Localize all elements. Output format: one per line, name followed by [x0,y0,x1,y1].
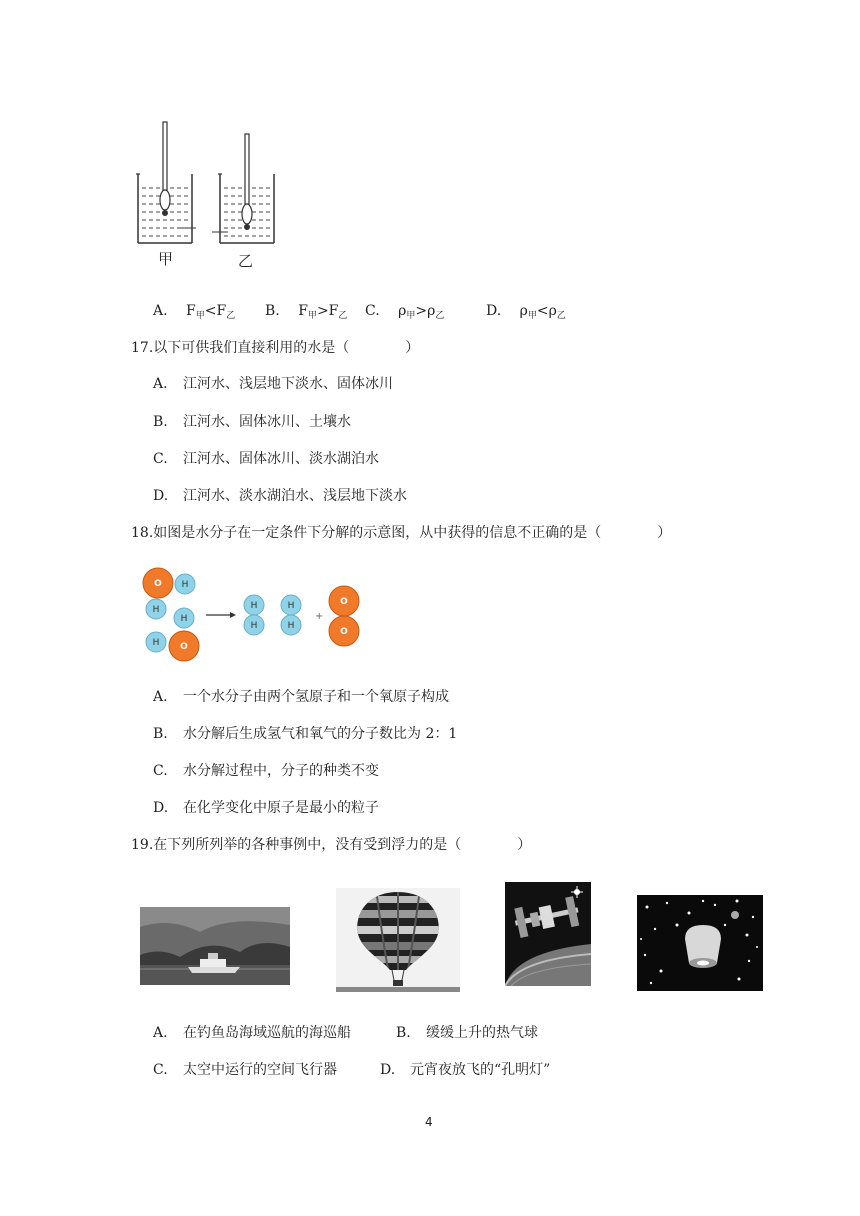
q17-option-b[interactable]: B. 江河水、固体冰川、土壤水 [153,414,351,430]
q18-option-a[interactable]: A. 一个水分子由两个氢原子和一个氧原子构成 [153,689,449,705]
q19-stem: 19.在下列所列举的各种事例中，没有受到浮力的是（ ） [131,837,532,853]
q18-option-d[interactable]: D. 在化学变化中原子是最小的粒子 [153,800,379,816]
svg-text:H: H [152,605,160,615]
q19-option-a[interactable]: A. 在钓鱼岛海域巡航的海巡船 [153,1025,351,1041]
q17-option-d[interactable]: D. 江河水、淡水湖泊水、浅层地下淡水 [153,488,407,504]
q17-option-a[interactable]: A. 江河水、浅层地下淡水、固体冰川 [153,376,393,392]
svg-text:O: O [180,642,188,652]
plus-sign: + [315,611,324,622]
q16-option-b[interactable]: B. $F_甲>F_乙$ [265,303,348,321]
q19-option-d[interactable]: D. 元宵夜放飞的“孔明灯” [380,1062,551,1078]
svg-text:H: H [287,621,295,631]
water-decomposition-diagram [138,565,368,665]
q18-stem: 18.如图是水分子在一定条件下分解的示意图，从中获得的信息不正确的是（ ） [131,525,672,541]
q18-option-c[interactable]: C. 水分解过程中，分子的种类不变 [153,763,379,779]
reaction-arrow-icon [206,612,236,618]
beaker-figure [128,118,278,273]
svg-text:H: H [181,580,189,590]
q19-option-b[interactable]: B. 缓缓上升的热气球 [396,1025,538,1041]
svg-text:H: H [180,614,188,624]
sky-lantern-photo [637,895,763,991]
water-molecules [143,568,199,661]
q19-option-c[interactable]: C. 太空中运行的空间飞行器 [153,1062,337,1078]
page-number: 4 [425,1115,433,1129]
svg-text:O: O [340,627,348,637]
beaker-label-jia: 甲 [158,250,174,268]
beaker-jia [136,122,196,243]
patrol-ship-photo [140,907,290,985]
q18-option-b[interactable]: B. 水分解后生成氢气和氧气的分子数比为 2：1 [153,726,458,742]
svg-text:H: H [152,638,160,648]
svg-text:O: O [340,597,348,607]
svg-text:H: H [250,601,258,611]
svg-text:H: H [250,621,258,631]
space-station-photo [505,882,591,986]
oxygen-molecule [329,586,359,646]
svg-text:H: H [287,601,295,611]
beaker-yi [212,134,274,243]
q17-stem: 17.以下可供我们直接利用的水是（ ） [131,340,420,356]
q16-option-d[interactable]: D. $\rho_甲<\rho_乙$ [486,303,566,321]
beaker-label-yi: 乙 [238,252,254,270]
q16-option-c[interactable]: C. $\rho_甲>\rho_乙$ [365,303,445,321]
q16-option-a[interactable]: A. $F_甲<F_乙$ [153,303,236,321]
hydrogen-molecules [244,595,301,635]
hot-air-balloon-photo [336,888,460,992]
svg-text:O: O [154,579,162,589]
q17-option-c[interactable]: C. 江河水、固体冰川、淡水湖泊水 [153,451,379,467]
